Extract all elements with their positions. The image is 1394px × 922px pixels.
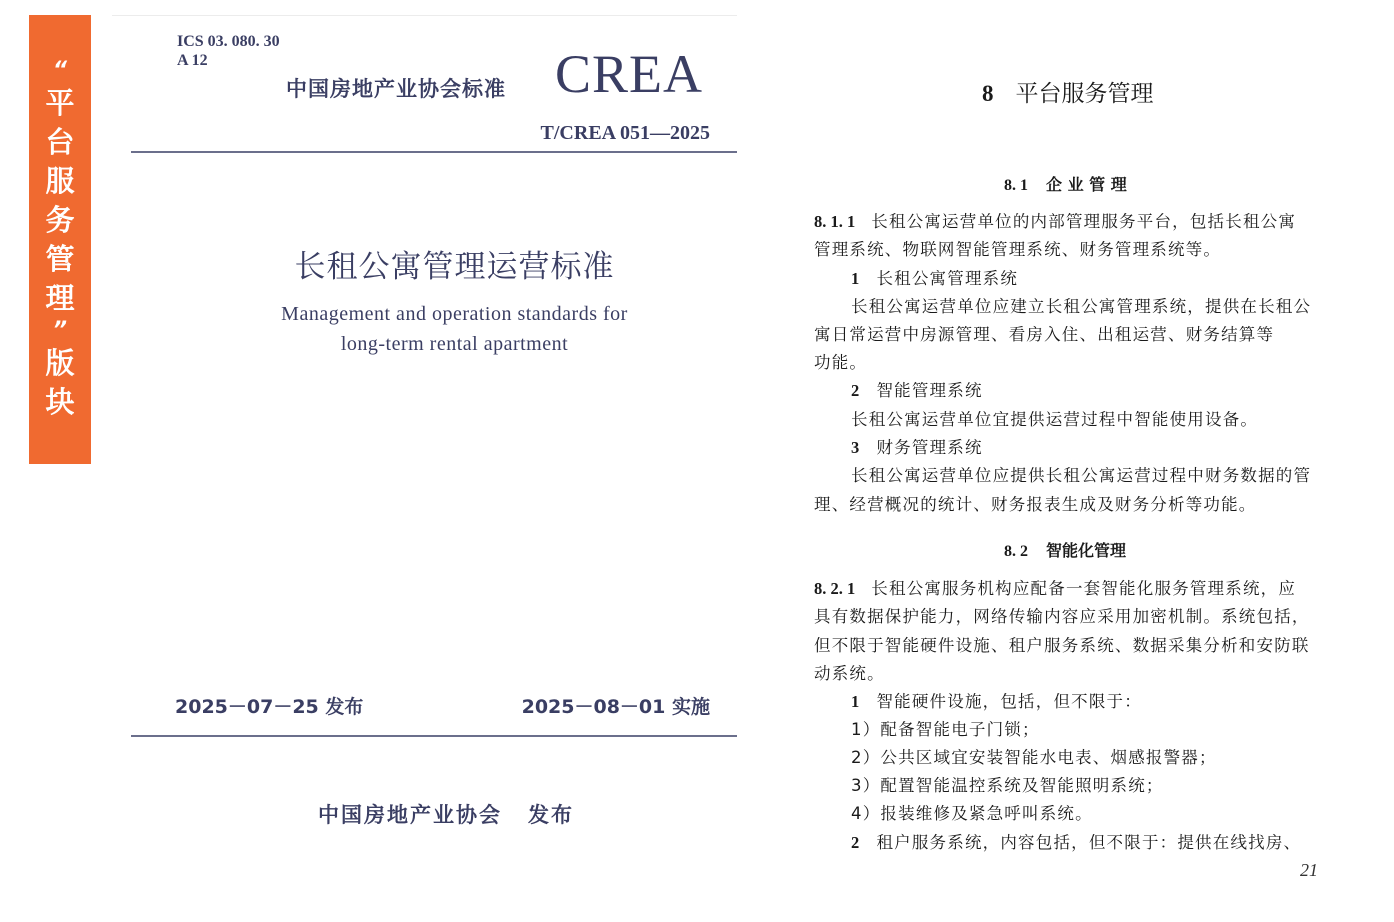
item-text: 租户服务系统，内容包括，但不限于：提供在线找房、 (876, 833, 1302, 852)
item-number: 2 (851, 381, 861, 400)
paragraph-line: 具有数据保护能力，网络传输内容应采用加密机制。系统包括， (814, 607, 1310, 626)
ccs-code: A 12 (177, 52, 208, 69)
section-title: 企 业 管 理 (1046, 175, 1127, 194)
chapter-number: 8 (982, 81, 994, 106)
paragraph-line (814, 579, 1296, 599)
section-heading-8-2 (1004, 538, 1126, 561)
banner-open-quote: “ (52, 57, 68, 83)
item-title: 财务管理系统 (876, 438, 983, 457)
page-number: 21 (1300, 860, 1318, 880)
publisher-org: 中国房地产业协会 (318, 803, 502, 827)
section-title: 智能化管理 (1046, 541, 1127, 560)
banner-close-quote: ” (52, 317, 68, 343)
sub-item-line: 4）报装维修及紧急呼叫系统。 (851, 804, 1093, 823)
section-number: 8. 2 (1004, 543, 1028, 560)
banner-char: 块 (45, 384, 75, 419)
chapter-title: 平台服务管理 (1015, 81, 1154, 107)
item-title: 智能管理系统 (876, 381, 983, 400)
publisher-action: 发布 (528, 803, 574, 827)
crea-logo: CREA (555, 44, 704, 104)
sub-item-line: 2）公共区域宜安装智能水电表、烟感报警器； (851, 748, 1217, 767)
banner-char: 管 (45, 241, 75, 276)
banner-char: 服 (45, 163, 75, 198)
paragraph-line: 寓日常运营中房源管理、看房入住、出租运营、财务结算等 (814, 325, 1275, 344)
item-number: 1 (851, 692, 861, 711)
cover-top-border (112, 15, 737, 16)
standard-cover-page (112, 15, 737, 895)
item-number: 2 (851, 833, 861, 852)
cover-title-en (112, 299, 797, 359)
item-line (851, 692, 1142, 712)
paragraph-line: 但不限于智能硬件设施、租户服务系统、数据采集分析和安防联 (814, 636, 1310, 655)
ics-code: ICS 03. 080. 30 (177, 33, 280, 50)
item-text: 智能硬件设施，包括，但不限于： (876, 692, 1142, 711)
banner-char: 务 (45, 202, 75, 237)
item-line (851, 833, 1301, 853)
org-standard-label: 中国房地产业协会标准 (286, 77, 506, 101)
item-number: 1 (851, 269, 861, 288)
title-en-line: Management and operation standards for (281, 303, 628, 325)
paragraph-line: 理、经营概况的统计、财务报表生成及财务分析等功能。 (814, 495, 1257, 514)
publish-date: 2025－07－25 发布 (175, 696, 364, 718)
publisher (318, 799, 574, 829)
paragraph-line: 长租公寓运营单位应建立长租公寓管理系统，提供在长租公 (851, 297, 1312, 316)
item-heading (851, 381, 983, 401)
title-en-line: long-term rental apartment (340, 333, 569, 355)
footer-divider (131, 735, 737, 737)
clause-number: 8. 1. 1 (814, 212, 856, 231)
cover-title-cn: 长租公寓管理运营标准 (294, 249, 615, 285)
item-number: 3 (851, 438, 861, 457)
paragraph-line: 管理系统、物联网智能管理系统、财务管理系统等。 (814, 240, 1222, 259)
banner-char: 平 (45, 85, 75, 120)
paragraph-line: 功能。 (814, 353, 868, 372)
section-banner (29, 15, 91, 464)
sub-item-line: 1）配备智能电子门锁； (851, 720, 1040, 739)
ics-classification (177, 32, 280, 70)
section-number: 8. 1 (1004, 177, 1028, 194)
paragraph-line: 长租公寓运营单位宜提供运营过程中智能使用设备。 (851, 410, 1259, 429)
standard-code: T/CREA 051—2025 (540, 122, 710, 144)
clause-number: 8. 2. 1 (814, 579, 856, 598)
clause-text: 长租公寓运营单位的内部管理服务平台，包括长租公寓 (871, 212, 1297, 231)
paragraph-line (814, 212, 1296, 232)
item-heading (851, 438, 983, 458)
banner-char: 台 (45, 124, 75, 159)
paragraph-line: 动系统。 (814, 664, 885, 683)
paragraph-line: 长租公寓运营单位应提供长租公寓运营过程中财务数据的管 (851, 466, 1312, 485)
implement-date: 2025－08－01 实施 (521, 696, 710, 718)
item-heading (851, 269, 1018, 289)
sub-item-line: 3）配置智能温控系统及智能照明系统； (851, 776, 1164, 795)
banner-char: 理 (45, 280, 75, 315)
clause-text: 长租公寓服务机构应配备一套智能化服务管理系统，应 (871, 579, 1297, 598)
banner-char: 版 (45, 345, 75, 380)
item-title: 长租公寓管理系统 (876, 269, 1019, 288)
section-heading-8-1 (1004, 172, 1127, 195)
chapter-heading (982, 75, 1154, 108)
header-divider (131, 151, 737, 153)
